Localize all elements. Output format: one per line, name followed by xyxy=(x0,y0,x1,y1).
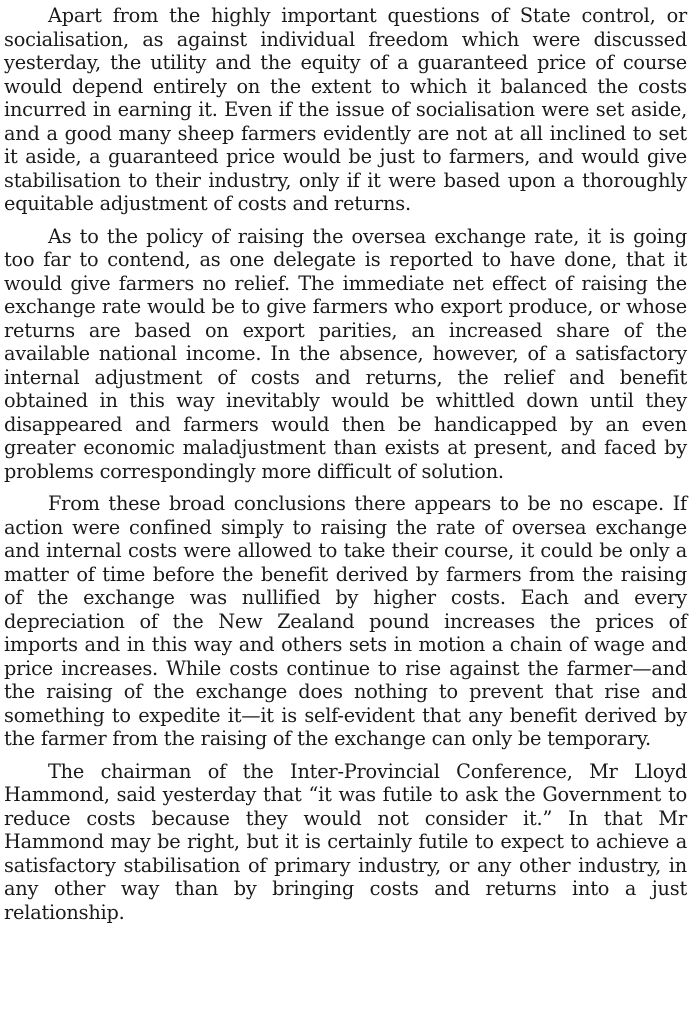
paragraph-broad-conclusions: From these broad conclusions there appears to be no escape. If action were confined simply to raising the rate of oversea exchange and internal costs were allowed to take their course, it could be only a matter of time before the benefit derived by farmers from the raising of the exchange was nullified by higher costs. Each and every depreciation of the New Zealand pound increases the prices of imports and in this way and others sets in motion a chain of wage and price increases. While costs continue to rise against the farmer—and the raising of the exchange does nothing to prevent that rise and something to expedite it—it is self-evident that any benefit derived by the farmer from the raising of the exchange can only be temporary. xyxy=(4,492,687,750)
paragraph-exchange-rate: As to the policy of raising the oversea exchange rate, it is going too far to contend, as one delegate is reported to have done, that it would give farmers no relief. The immediate net effect of raising the exchange rate would be to give farmers who export produce, or whose returns are based on export parities, an increased share of the available national income. In the absence, however, of a satisfactory internal adjustment of costs and returns, the relief and benefit obtained in this way inevitably would be whittled down until they disappeared and farmers would then be handicapped by an even greater economic maladjustment than exists at present, and faced by problems correspondingly more difficult of solution. xyxy=(4,224,687,483)
paragraph-chairman-statement: The chairman of the Inter-Provincial Conference, Mr Lloyd Hammond, said yesterday that “it was futile to ask the Government to reduce costs because they would not consider it.” In that Mr Hammond may be right, but it is certainly futile to expect to achieve a satisfactory stabilisation of primary industry, or any other industry, in any other way than by bringing costs and returns into a just relationship. xyxy=(4,759,687,924)
paragraph-state-control: Apart from the highly important questions of State control, or socialisation, as against individual freedom which were discussed yesterday, the utility and the equity of a guaranteed price of course would depend entirely on the extent to which it balanced the costs incurred in earning it. Even if the issue of socialisation were set aside, and a good many sheep farmers evidently are not at all inclined to set it aside, a guaranteed price would be just to farmers, and would give stabilisation to their industry, only if it were based upon a thoroughly equitable adjustment of costs and returns. xyxy=(4,4,687,215)
